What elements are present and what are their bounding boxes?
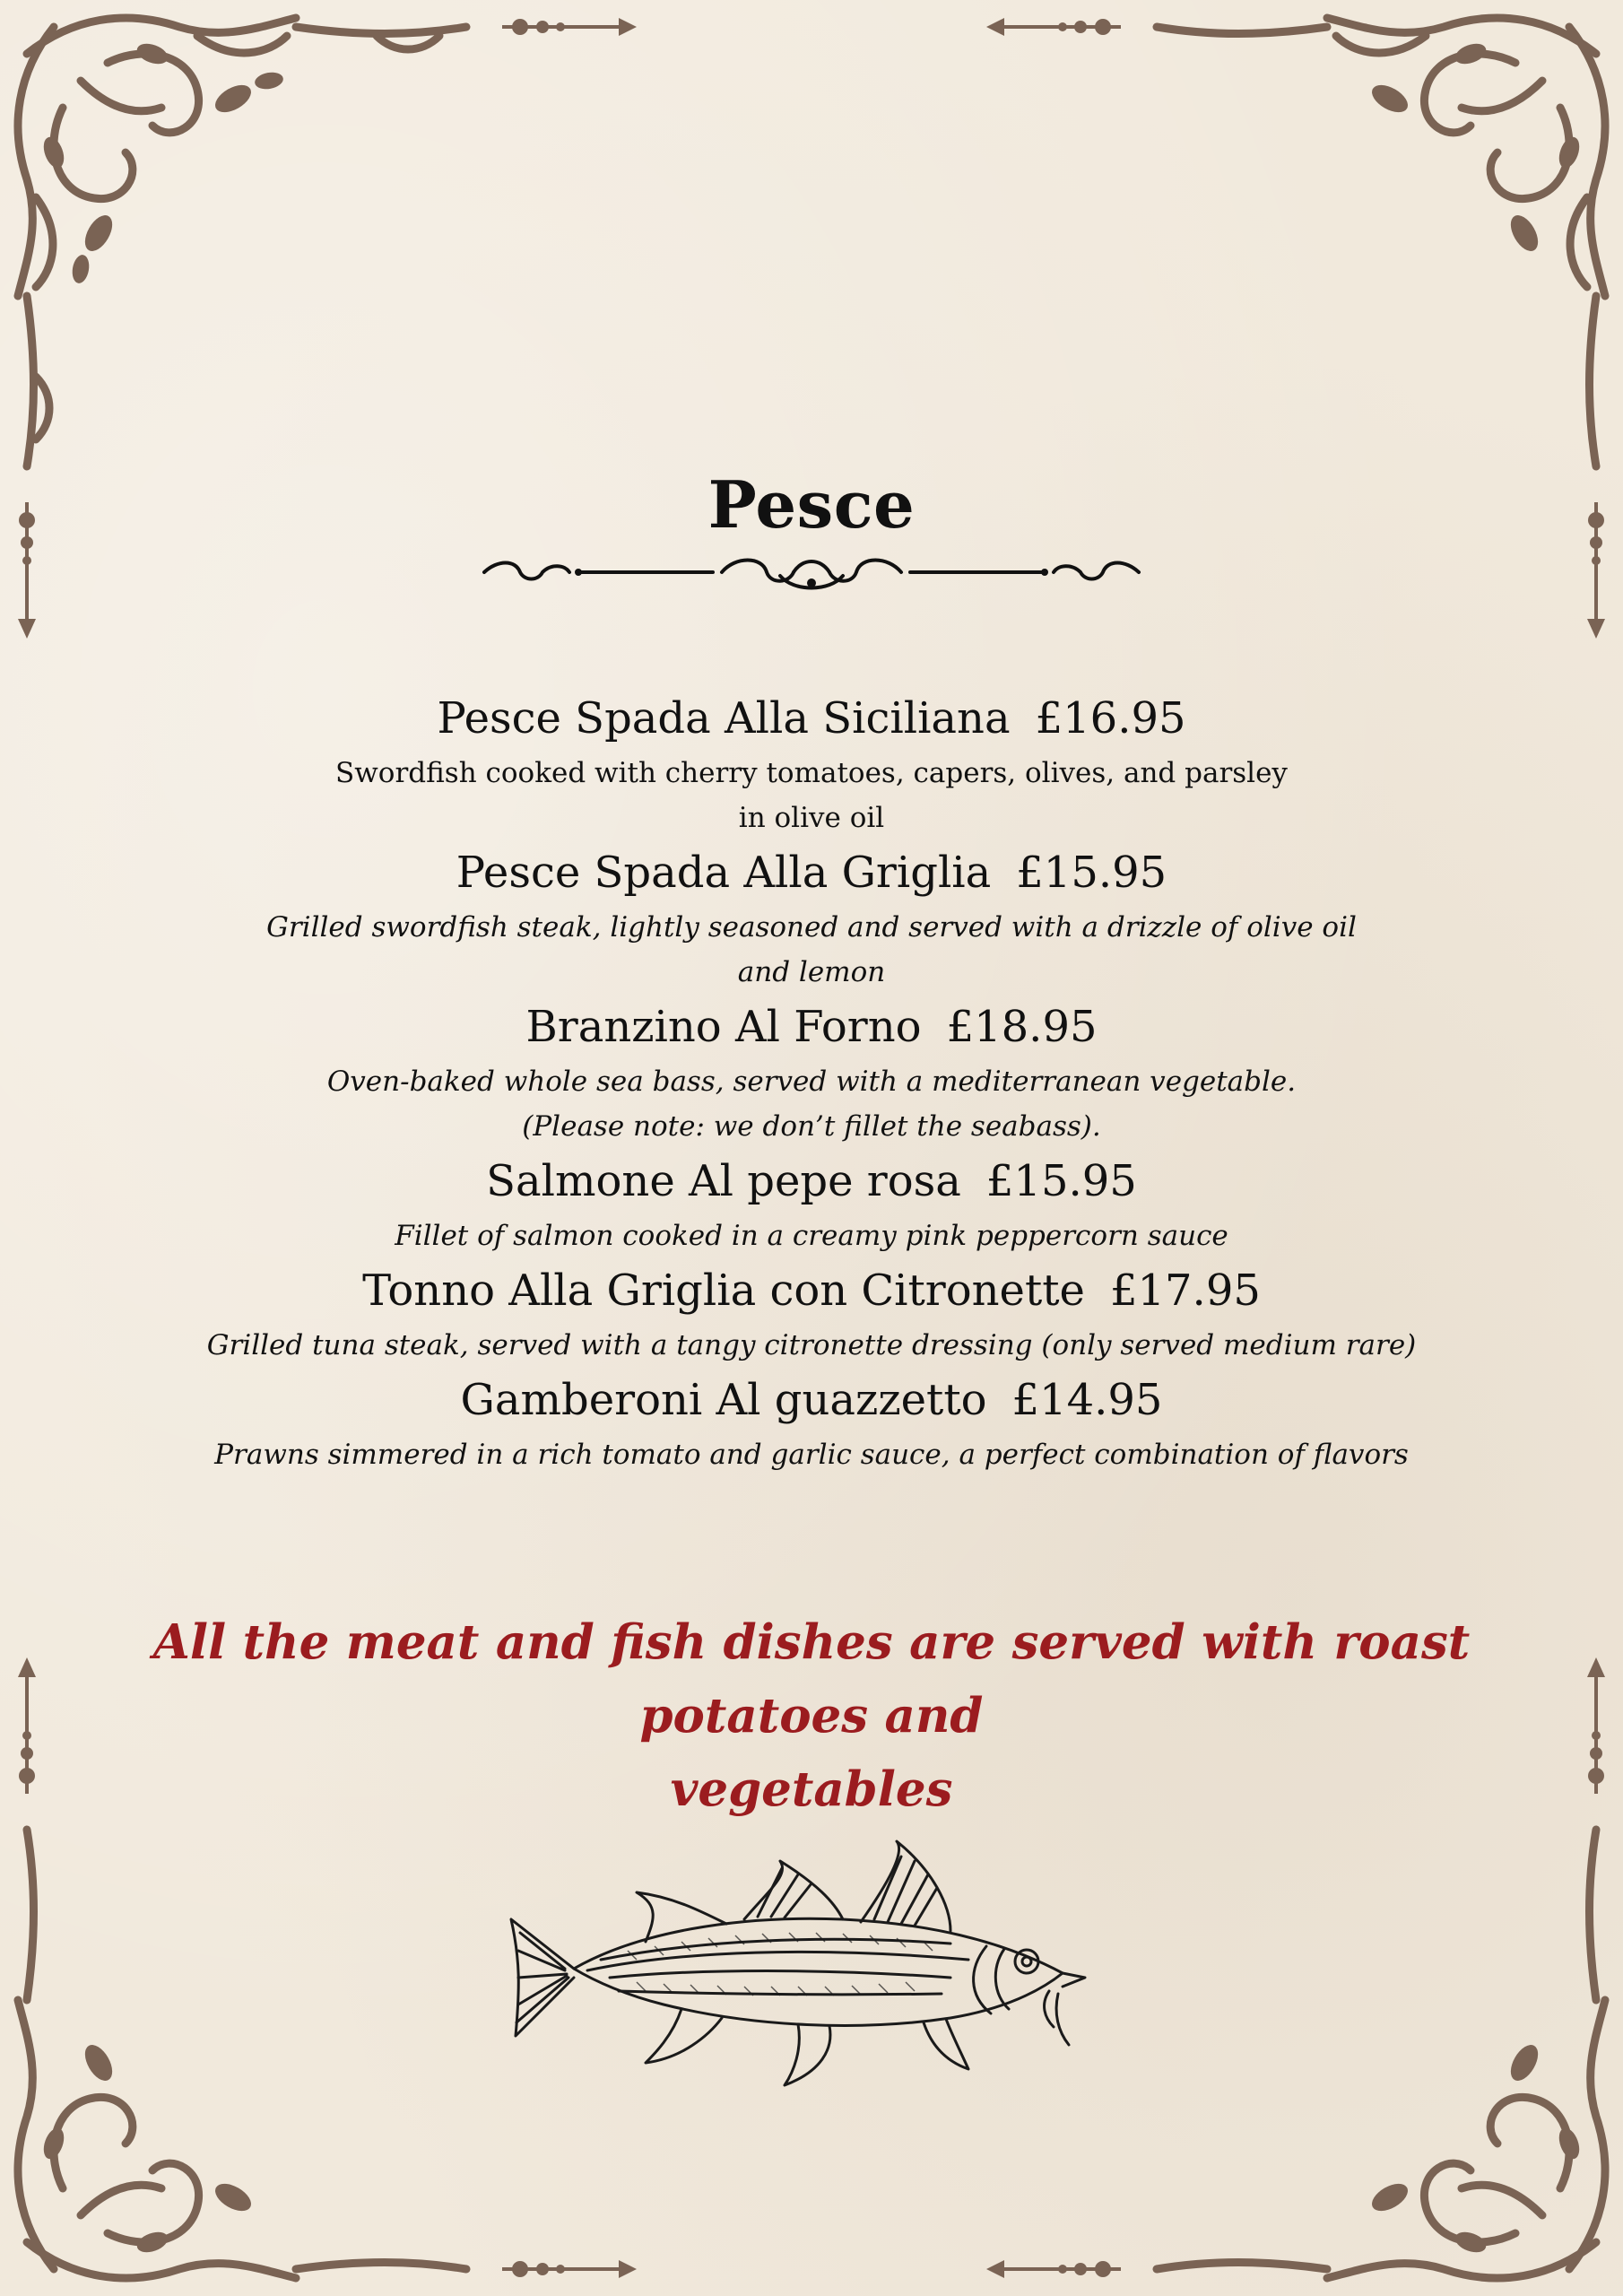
item-name: Branzino Al Forno — [525, 1002, 922, 1052]
fish-illustration — [502, 1834, 1121, 2103]
note-line-1: All the meat and fish dishes are served with roast potatoes and — [152, 1614, 1471, 1744]
fish-illustration-icon — [502, 1834, 1121, 2103]
item-description: Grilled swordfish steak, lightly seasoned and served with a drizzle of olive oil — [266, 911, 1357, 944]
item-description: Fillet of salmon cooked in a creamy pink peppercorn sauce — [395, 1220, 1228, 1252]
item-description: Oven-baked whole sea bass, served with a mediterranean vegetable. — [326, 1065, 1297, 1098]
title-divider — [480, 549, 1143, 594]
item-description-continued: (Please note: we don’t fillet the seabass). — [522, 1110, 1101, 1143]
item-name: Pesce Spada Alla Griglia — [456, 848, 992, 898]
item-description-continued: in olive oil — [738, 802, 885, 834]
item-price: £17.95 — [1109, 1265, 1261, 1316]
item-name: Tonno Alla Griglia con Citronette — [362, 1265, 1085, 1316]
menu-item — [0, 1258, 1623, 1368]
item-name: Pesce Spada Alla Siciliana — [437, 693, 1011, 744]
item-name: Gamberoni Al guazzetto — [460, 1375, 987, 1425]
menu-list — [0, 686, 1623, 1477]
side-dishes-note — [63, 1605, 1560, 1826]
item-name: Salmone Al pepe rosa — [486, 1156, 961, 1206]
menu-item — [0, 840, 1623, 995]
menu-item — [0, 995, 1623, 1149]
menu-item — [0, 686, 1623, 840]
menu-item — [0, 1149, 1623, 1258]
item-price: £14.95 — [1011, 1375, 1163, 1425]
item-description-continued: and lemon — [737, 956, 886, 988]
note-line-2: vegetables — [670, 1761, 953, 1817]
item-price: £15.95 — [985, 1156, 1137, 1206]
item-price: £16.95 — [1035, 693, 1186, 744]
item-price: £18.95 — [946, 1002, 1098, 1052]
page-title: Pesce — [707, 466, 916, 543]
item-description: Swordfish cooked with cherry tomatoes, capers, olives, and parsley — [335, 757, 1288, 789]
item-description: Prawns simmered in a rich tomato and garlic sauce, a perfect combination of flavors — [214, 1439, 1409, 1471]
menu-item — [0, 1368, 1623, 1477]
item-price: £15.95 — [1016, 848, 1167, 898]
ornamental-divider-icon — [480, 549, 1143, 594]
item-description: Grilled tuna steak, served with a tangy citronette dressing (only served medium rare) — [206, 1329, 1417, 1361]
